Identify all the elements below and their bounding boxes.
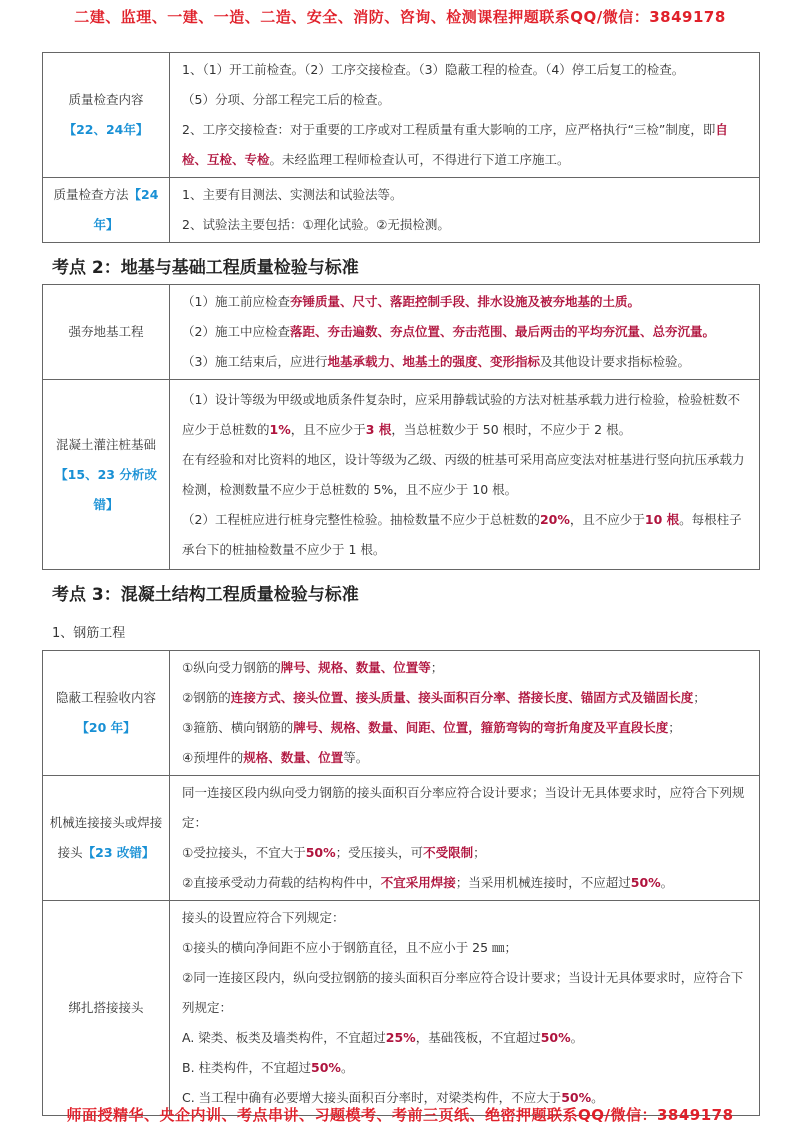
row-label: 绑扎搭接接头 — [68, 1000, 144, 1015]
highlight-text: 夯锤质量、尺寸、落距控制手段、排水设施及被夯地基的土质。 — [289, 294, 640, 309]
table-row — [43, 53, 760, 178]
text-span: ； — [430, 660, 444, 675]
content-line: 接头的设置应符合下列规定： — [182, 910, 345, 925]
text-span: （2）施工中应检查 — [182, 324, 290, 339]
text-span: 等。 — [343, 750, 369, 765]
foundation-inspection-table — [42, 284, 760, 570]
highlight-text: 10 根 — [644, 511, 680, 527]
text-span: ，且不应少于 — [290, 421, 366, 437]
row-content — [170, 53, 760, 178]
row-label-cell — [43, 178, 170, 243]
highlight-text: 50% — [630, 875, 661, 890]
row-label: 强夯地基工程 — [68, 324, 144, 339]
text-span: ，且不应少于 — [569, 511, 645, 527]
subsection-title: 1、钢筋工程 — [52, 626, 126, 641]
row-content — [170, 776, 760, 901]
row-content — [170, 178, 760, 243]
highlight-text: 地基承载力、地基土的强度、变形指标 — [327, 354, 540, 369]
text-span: 及其他设计要求指标检验。 — [539, 354, 690, 369]
row-label-cell — [43, 380, 170, 570]
row-content — [170, 901, 760, 1116]
highlight-text: 自检、互检、专检 — [182, 122, 728, 167]
bottom-banner: 师面授精华、央企内训、考点串讲、习题模考、考前三页纸、绝密押题联系QQ/微信：3849178 — [66, 1106, 734, 1124]
quality-inspection-table — [42, 52, 760, 243]
highlight-text: 3 根 — [365, 421, 392, 437]
text-span: ②直接承受动力荷载的结构构件中， — [182, 875, 381, 890]
content-line — [182, 115, 747, 175]
row-label-cell — [43, 776, 170, 901]
row-label-cell — [43, 651, 170, 776]
row-label: 质量检查内容 — [68, 92, 144, 107]
highlight-text: 50% — [561, 1090, 592, 1105]
text-span: 。 — [591, 1090, 604, 1105]
year-tag: 【15、23 分析改错】 — [55, 466, 157, 512]
text-span: ④预埋件的 — [182, 750, 244, 765]
text-span: ①受拉接头，不宜大于 — [182, 845, 306, 860]
highlight-text: 落距、夯击遍数、夯点位置、夯击范围、最后两击的平均夯沉量、总夯沉量。 — [289, 324, 715, 339]
content-line — [182, 347, 747, 377]
text-span: 。 — [570, 1030, 584, 1045]
highlight-text: 50% — [311, 1060, 341, 1075]
year-tag: 【24年】 — [93, 187, 159, 232]
text-span: ，基础筏板，不宜超过 — [415, 1030, 541, 1045]
highlight-text: 50% — [305, 845, 336, 860]
text-span: ，当总桩数少于 50 根时，不应少于 2 根。 — [391, 421, 632, 437]
content-line — [182, 653, 747, 683]
text-span: B. 柱类构件，不宜超过 — [182, 1060, 312, 1075]
row-label: 隐蔽工程验收内容 — [55, 690, 156, 705]
content-line — [182, 287, 747, 317]
content-line — [182, 505, 747, 565]
row-content — [170, 651, 760, 776]
text-span: （3）施工结束后，应进行 — [182, 354, 328, 369]
content-line — [182, 317, 747, 347]
text-span: ； — [473, 845, 486, 860]
text-span: 。未经监理工程师检查认可，不得进行下道工序施工。 — [269, 152, 570, 167]
text-span: ；当采用机械连接时，不应超过 — [455, 875, 631, 890]
content-line: 2、试验法主要包括：①理化试验。②无损检测。 — [182, 217, 450, 232]
content-line — [182, 713, 747, 743]
text-span: ②钢筋的 — [182, 690, 231, 705]
content-line — [182, 1023, 747, 1053]
year-tag: 【20 年】 — [76, 720, 136, 735]
content-line — [182, 868, 747, 898]
highlight-text: 1% — [269, 421, 291, 437]
table-row — [43, 380, 760, 570]
text-span: （1）施工前应检查 — [182, 294, 290, 309]
highlight-text: 不宜采用焊接 — [380, 875, 456, 890]
table-row — [43, 776, 760, 901]
content-line: 同一连接区段内纵向受力钢筋的接头面积百分率应符合设计要求；当设计无具体要求时，应符合下列规定： — [182, 785, 745, 830]
row-content — [170, 285, 760, 380]
highlight-text: 规格、数量、位置 — [243, 750, 344, 765]
content-line — [182, 743, 747, 773]
row-content — [170, 380, 760, 570]
table-row — [43, 178, 760, 243]
highlight-text: 不受限制 — [423, 845, 474, 860]
text-span: A. 梁类、板类及墙类构件，不宜超过 — [182, 1030, 386, 1045]
text-span: ； — [693, 690, 706, 705]
text-span: （2）工程桩应进行桩身完整性检验。抽检数量不应少于总桩数的 — [182, 511, 540, 527]
content-line: ①接头的横向净间距不应小于钢筋直径，且不应小于 25 ㎜； — [182, 940, 518, 955]
row-label-cell — [43, 901, 170, 1116]
text-span: （1）设计等级为甲级或地质条件复杂时，应采用静载试验的方法对桩基承载力进行检验，检验桩数不应少于总桩数的 — [182, 391, 740, 437]
content-line — [182, 838, 747, 868]
highlight-text: 50% — [540, 1030, 571, 1045]
top-banner: 二建、监理、一建、一造、二造、安全、消防、咨询、检测课程押题联系QQ/微信：3849178 — [74, 8, 726, 26]
row-label: 质量检查方法 — [53, 187, 129, 202]
text-span: ①纵向受力钢筋的 — [182, 660, 281, 675]
text-span: ③箍筋、横向钢筋的 — [182, 720, 294, 735]
content-line — [182, 385, 747, 445]
section-title: 考点 3：混凝土结构工程质量检验与标准 — [52, 585, 359, 605]
text-span: ；受压接头，可 — [335, 845, 424, 860]
section-title: 考点 2：地基与基础工程质量检验与标准 — [52, 258, 359, 278]
row-label-cell — [43, 53, 170, 178]
text-span: C. 当工程中确有必要增大接头面积百分率时，对梁类构件，不应大于 — [182, 1090, 562, 1105]
highlight-text: 牌号、规格、数量、间距、位置，箍筋弯钩的弯折角度及平直段长度 — [293, 720, 669, 735]
content-line: 1、（1）开工前检查。（2）工序交接检查。（3）隐蔽工程的检查。（4）停工后复工的检查。 — [182, 62, 685, 77]
table-row — [43, 651, 760, 776]
content-line: 1、主要有目测法、实测法和试验法等。 — [182, 187, 403, 202]
highlight-text: 牌号、规格、数量、位置等 — [280, 660, 431, 675]
text-span: 2、工序交接检查：对于重要的工序或对工程质量有重大影响的工序，应严格执行“三检”制度，即 — [182, 122, 716, 137]
row-label: 混凝土灌注桩基础 — [55, 436, 156, 452]
content-line: （5）分项、分部工程完工后的检查。 — [182, 92, 390, 107]
year-tag: 【22、24年】 — [63, 122, 149, 137]
text-span: 。 — [340, 1060, 354, 1075]
highlight-text: 连接方式、接头位置、接头质量、接头面积百分率、搭接长度、锚固方式及锚固长度 — [230, 690, 694, 705]
content-line — [182, 683, 747, 713]
text-span: ； — [668, 720, 681, 735]
table-row — [43, 285, 760, 380]
content-line: ②同一连接区段内，纵向受拉钢筋的接头面积百分率应符合设计要求；当设计无具体要求时，应符合下列规定： — [182, 970, 744, 1015]
text-span: 。 — [660, 875, 674, 890]
content-line: 在有经验和对比资料的地区，设计等级为乙级、丙级的桩基可采用高应变法对桩基进行竖向抗压承载力检测，检测数量不应少于总桩数的 5%，且不应少于 10 根。 — [182, 451, 745, 497]
table-row — [43, 901, 760, 1116]
text-span: 。每根柱子承台下的桩抽检数量不应少于 1 根。 — [182, 511, 742, 557]
content-line — [182, 1053, 747, 1083]
highlight-text: 20% — [539, 511, 570, 527]
highlight-text: 25% — [385, 1030, 416, 1045]
year-tag: 【23 改错】 — [82, 845, 155, 860]
row-label-cell — [43, 285, 170, 380]
row-label: 机械连接接头或焊接接头 — [49, 815, 163, 860]
rebar-inspection-table — [42, 650, 760, 1116]
